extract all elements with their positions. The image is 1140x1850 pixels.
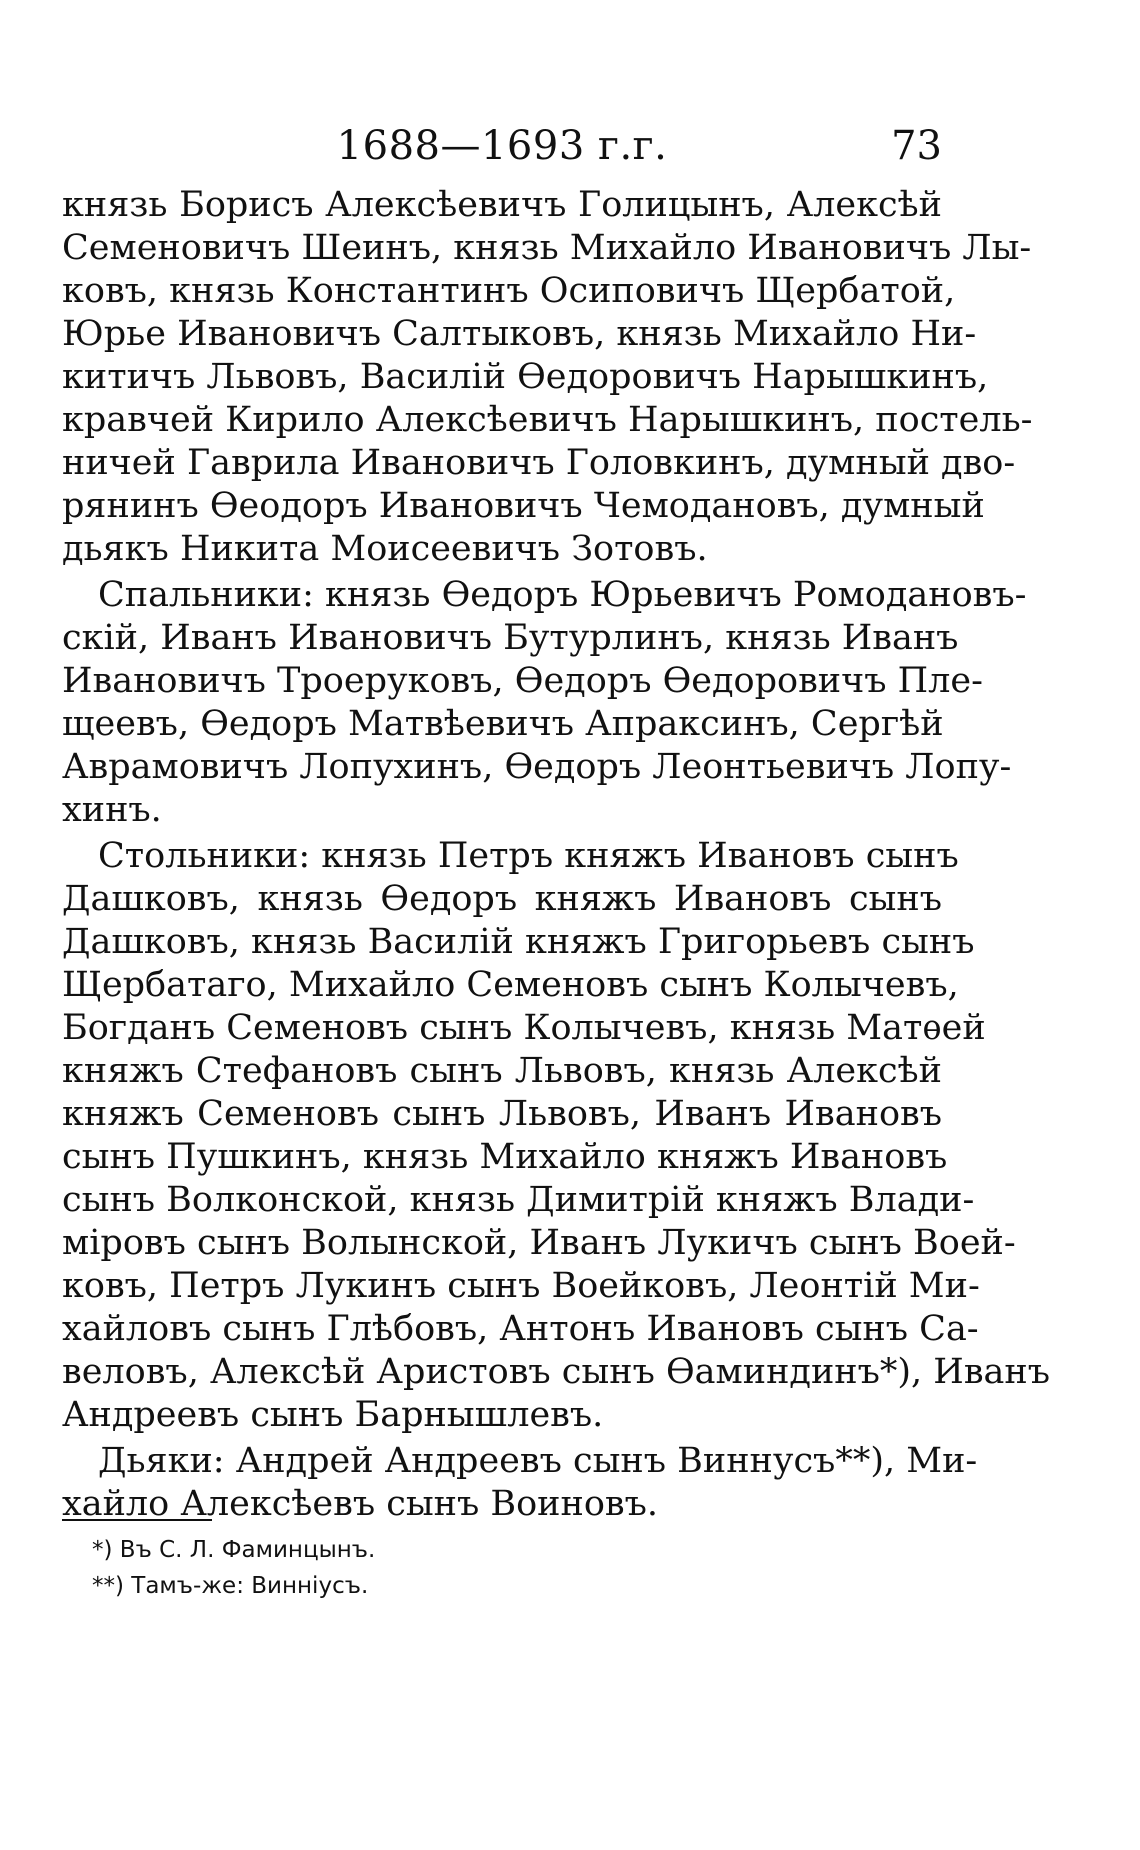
text-line: Семеновичъ Шеинъ, князь Михайло Ивановичъ Лы-: [62, 228, 1032, 268]
text-line: хинъ.: [62, 790, 162, 830]
text-line: Дашковъ, князь Василій княжъ Григорьевъ сынъ: [62, 922, 975, 962]
text-line: міровъ сынъ Волынской, Иванъ Лукичъ сынъ Воей-: [62, 1223, 1016, 1263]
text-line: китичъ Львовъ, Василій Ѳедоровичъ Нарышкинъ,: [62, 357, 989, 397]
footnotes: [92, 1532, 792, 1604]
text-line: Аврамовичъ Лопухинъ, Ѳедоръ Леонтьевичъ Лопу-: [62, 747, 1012, 787]
text-line: Дьяки: Андрей Андреевъ сынъ Виннусъ**), Ми-: [98, 1441, 978, 1481]
text-line: Стольники: князь Петръ княжъ Ивановъ сынъ: [98, 836, 959, 876]
main-text: [62, 184, 1050, 1526]
text-line: Андреевъ сынъ Барнышлевъ.: [62, 1395, 604, 1435]
text-line: Ивановичъ Троеруковъ, Ѳедоръ Ѳедоровичъ Пле-: [62, 661, 983, 701]
text-line: Дашковъ, князь Ѳедоръ княжъ Ивановъ сынъ: [62, 879, 942, 919]
running-header: [62, 118, 942, 174]
text-line: рянинъ Ѳеодоръ Ивановичъ Чемодановъ, думный: [62, 486, 985, 526]
text-line: щеевъ, Ѳедоръ Матвѣевичъ Апраксинъ, Сергѣй: [62, 704, 944, 744]
text-line: княжъ Семеновъ сынъ Львовъ, Иванъ Ивановъ: [62, 1094, 942, 1134]
footnote-divider: [62, 1519, 212, 1521]
text-line: Спальники: князь Ѳедоръ Юрьевичъ Ромодановъ-: [98, 575, 1027, 615]
text-line: веловъ, Алексѣй Аристовъ сынъ Ѳаминдинъ*), Иванъ: [62, 1352, 1050, 1392]
text-line: дьякъ Никита Моисеевичъ Зотовъ.: [62, 529, 708, 569]
running-title: 1688—1693 г.г.: [336, 123, 668, 169]
text-line: ковъ, Петръ Лукинъ сынъ Воейковъ, Леонтій Ми-: [62, 1266, 980, 1306]
text-line: кравчей Кирило Алексѣевичъ Нарышкинъ, постель-: [62, 400, 1033, 440]
text-line: князь Борисъ Алексѣевичъ Голицынъ, Алексѣй: [62, 185, 942, 225]
page-number: 73: [891, 123, 942, 169]
text-line: Богданъ Семеновъ сынъ Колычевъ, князь Матѳей: [62, 1008, 986, 1048]
footnote-1: *) Въ С. Л. Фаминцынъ.: [92, 1537, 376, 1563]
footnote-2: **) Тамъ-же: Винніусъ.: [92, 1573, 369, 1599]
text-line: ничей Гаврила Ивановичъ Головкинъ, думный дво-: [62, 443, 1016, 483]
text-line: хайло Алексѣевъ сынъ Воиновъ.: [62, 1484, 659, 1524]
text-line: скій, Иванъ Ивановичъ Бутурлинъ, князь Иванъ: [62, 618, 959, 658]
text-line: сынъ Пушкинъ, князь Михайло княжъ Ивановъ: [62, 1137, 948, 1177]
text-line: ковъ, князь Константинъ Осиповичъ Щербатой,: [62, 271, 956, 311]
text-line: княжъ Стефановъ сынъ Львовъ, князь Алексѣй: [62, 1051, 942, 1091]
text-line: Юрье Ивановичъ Салтыковъ, князь Михайло Ни-: [62, 314, 977, 354]
text-line: хайловъ сынъ Глѣбовъ, Антонъ Ивановъ сынъ Са-: [62, 1309, 979, 1349]
text-line: Щербатаго, Михайло Семеновъ сынъ Колычевъ,: [62, 965, 959, 1005]
text-line: сынъ Волконской, князь Димитрій княжъ Влади-: [62, 1180, 975, 1220]
